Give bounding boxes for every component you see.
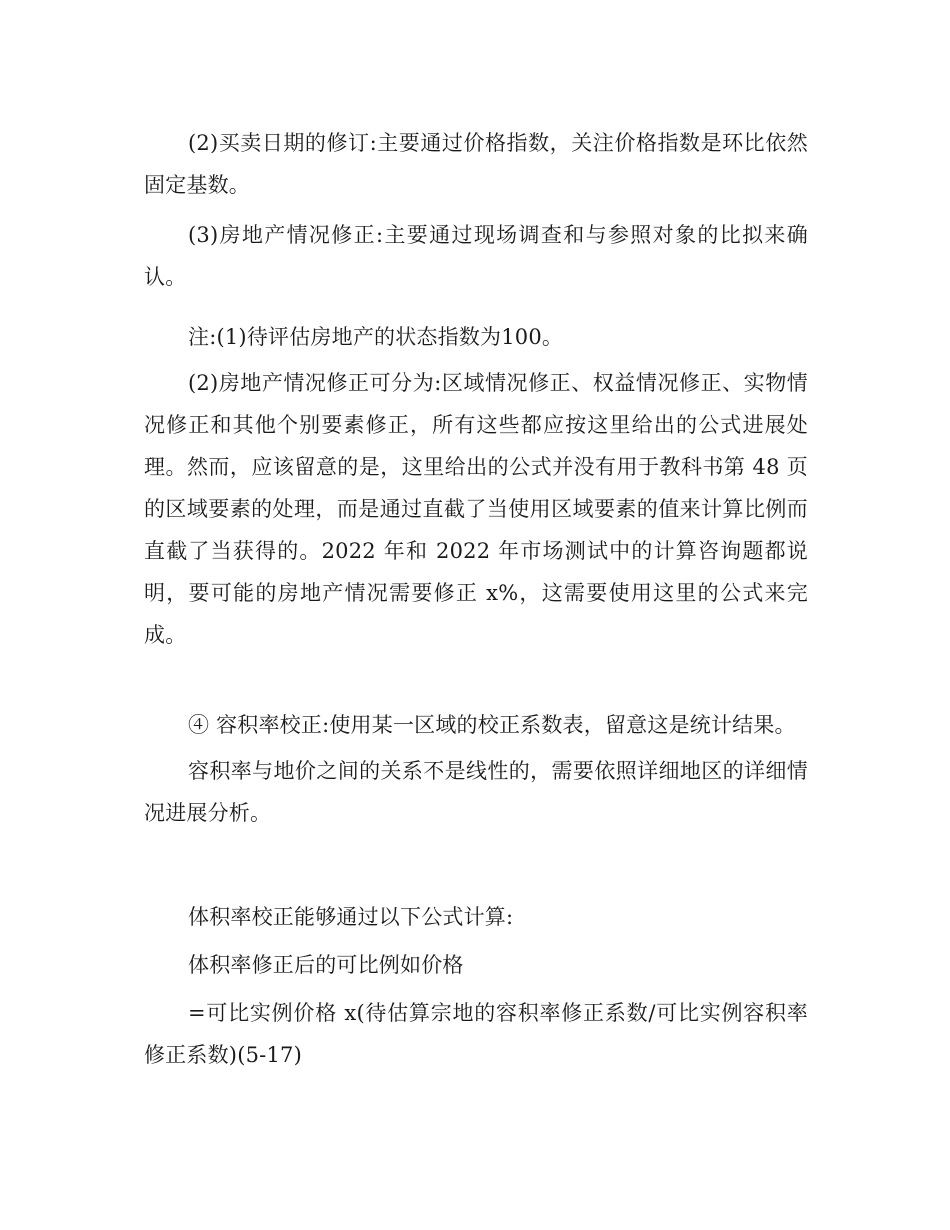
paragraph-condition-adjustment-categories: (2)房地产情况修正可分为:区域情况修正、权益情况修正、实物情况修正和其他个别要素修正，所有这些都应按这里给出的公式进展处理。然而，应该留意的是，这里给出的公式并没有用于教科书第 48 页的区域要素的处理，而是通过直截了当使用区域要素的值来计算比例而直截了当获得的。2022 年和 2022 年市场测试中的计算咨询题都说明，要可能的房地产情况需要修正 x%，这需要使用这里的公式来完成。: [144, 371, 808, 647]
paragraph-transaction-date-adjustment: (2)买卖日期的修订:主要通过价格指数，关注价格指数是环比依然固定基数。: [144, 131, 808, 197]
paragraph-plot-ratio-correction: ④ 容积率校正:使用某一区域的校正系数表，留意这是统计结果。: [188, 713, 796, 737]
paragraph-note-status-index: 注:(1)待评估房地产的状态指数为100。: [188, 325, 564, 349]
paragraph-formula-intro: 体积率校正能够通过以下公式计算:: [188, 905, 514, 929]
paragraph-formula-rhs: =可比实例价格 x(待估算宗地的容积率修正系数/可比实例容积率修正系数)(5-17): [144, 1001, 808, 1067]
paragraph-plot-ratio-land-price-relation: 容积率与地价之间的关系不是线性的，需要依照详细地区的详细情况进展分析。: [144, 759, 808, 825]
paragraph-property-condition-adjustment: (3)房地产情况修正:主要通过现场调查和与参照对象的比拟来确认。: [144, 223, 808, 289]
paragraph-formula-lhs: 体积率修正后的可比例如价格: [188, 953, 464, 977]
